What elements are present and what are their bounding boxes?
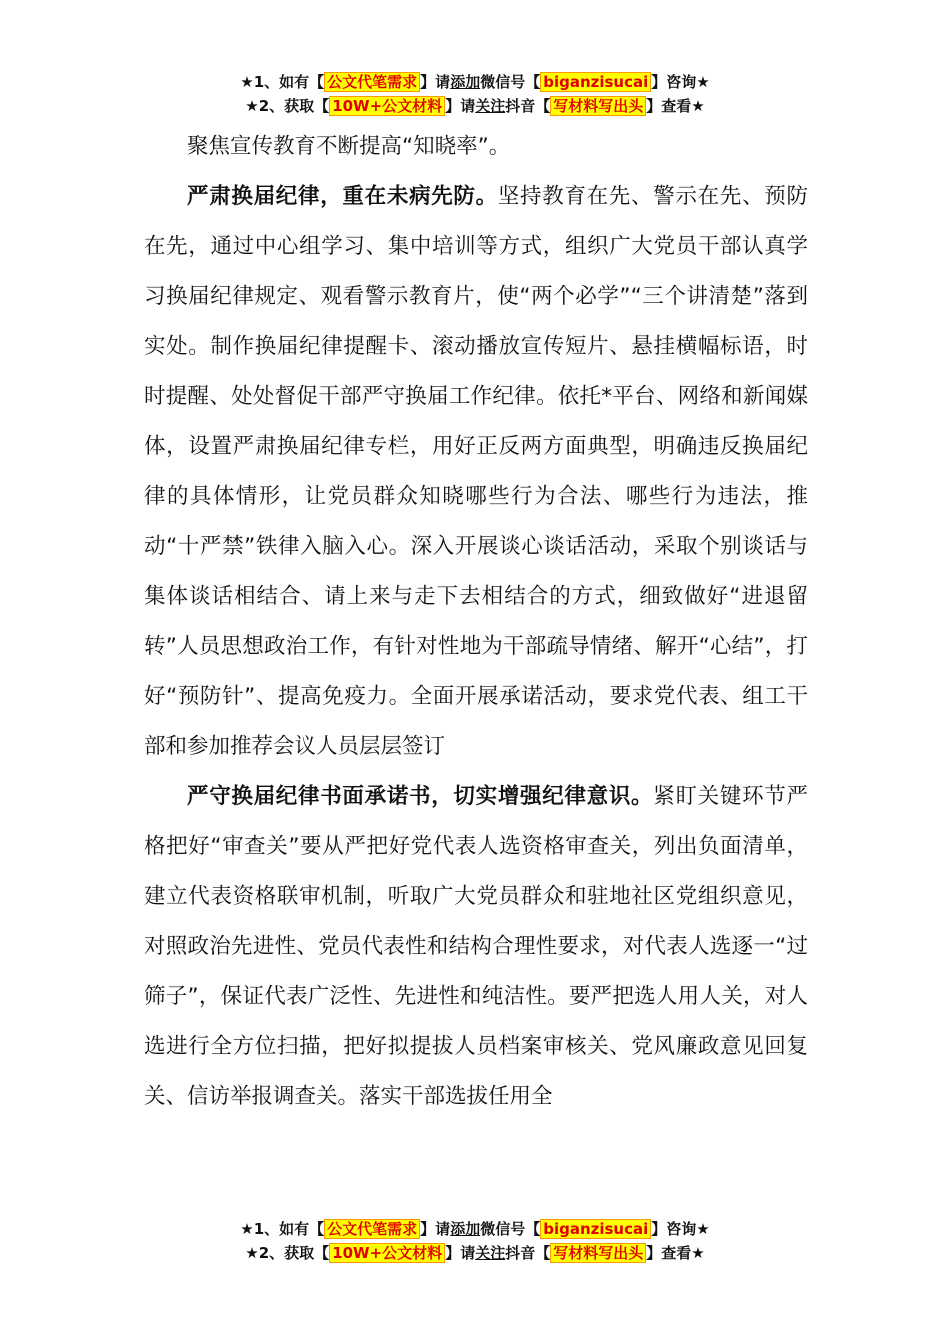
banner-highlight: biganzisucai bbox=[540, 1219, 651, 1239]
header-banner bbox=[0, 70, 950, 118]
banner-text: 微信号【 bbox=[480, 73, 541, 91]
banner-highlight: 公文代笔需求 bbox=[324, 72, 420, 92]
banner-text: 】查看★ bbox=[646, 1244, 705, 1262]
banner-text: 】请 bbox=[445, 1244, 476, 1262]
banner-text: 抖音【 bbox=[505, 1244, 551, 1262]
banner-text: 】咨询★ bbox=[651, 73, 710, 91]
paragraph-text: 坚持教育在先、警示在先、预防在先，通过中心组学习、集中培训等方式，组织广大党员干部认真学习换届纪律规定、观看警示教育片，使“两个必学”“三个讲清楚”落到实处。制作换届纪律提醒卡、滚动播放宣传短片、悬挂横幅标语，时时提醒、处处督促干部严守换届工作纪律。依托*平台、网络和新闻媒体，设置严肃换届纪律专栏，用好正反两方面典型，明确违反换届纪律的具体情形，让党员群众知晓哪些行为合法、哪些行为违法，推动“十严禁”铁律入脑入心。深入开展谈心谈话活动，采取个别谈话与集体谈话相结合、请上来与走下去相结合的方式，细致做好“进退留转”人员思想政治工作，有针对性地为干部疏导情绪、解开“心结”，打好“预防针”、提高免疫力。全面开展承诺活动，要求党代表、组工干部和参加推荐会议人员层层签订 bbox=[144, 184, 808, 759]
banner-highlight: 公文代笔需求 bbox=[324, 1219, 420, 1239]
banner-text: 】请 bbox=[420, 1220, 451, 1238]
banner-line-2 bbox=[0, 1241, 950, 1265]
paragraph-prevention bbox=[144, 172, 808, 772]
banner-highlight: 写材料写出头 bbox=[550, 96, 646, 116]
banner-underlined: 添加 bbox=[450, 1220, 481, 1238]
banner-text: 】请 bbox=[420, 73, 451, 91]
banner-text: 】咨询★ bbox=[651, 1220, 710, 1238]
banner-text: ★2、获取【 bbox=[245, 1244, 330, 1262]
banner-highlight: 10W+公文材料 bbox=[329, 1243, 445, 1263]
banner-line-1 bbox=[0, 70, 950, 94]
banner-text: 】查看★ bbox=[646, 97, 705, 115]
banner-highlight: 写材料写出头 bbox=[550, 1243, 646, 1263]
banner-line-2 bbox=[0, 94, 950, 118]
document-body bbox=[144, 122, 808, 1122]
paragraph-text: 紧盯关键环节严格把好“审查关”要从严把好党代表人选资格审查关，列出负面清单，建立代表资格联审机制，听取广大党员群众和驻地社区党组织意见，对照政治先进性、党员代表性和结构合理性要求，对代表人选逐一“过筛子”，保证代表广泛性、先进性和纯洁性。要严把选人用人关，对人选进行全方位扫描，把好拟提拔人员档案审核关、党风廉政意见回复关、信访举报调查关。落实干部选拔任用全 bbox=[144, 784, 808, 1109]
banner-underlined: 关注 bbox=[475, 1244, 506, 1262]
banner-underlined: 添加 bbox=[450, 73, 481, 91]
banner-highlight: 10W+公文材料 bbox=[329, 96, 445, 116]
banner-text: ★1、如有【 bbox=[240, 73, 325, 91]
paragraph-intro: 聚焦宣传教育不断提高“知晓率”。 bbox=[187, 134, 511, 159]
banner-text: 微信号【 bbox=[480, 1220, 541, 1238]
banner-text: 】请 bbox=[445, 97, 476, 115]
paragraph-heading: 严守换届纪律书面承诺书，切实增强纪律意识。 bbox=[187, 784, 654, 809]
banner-highlight: biganzisucai bbox=[540, 72, 651, 92]
footer-banner bbox=[0, 1217, 950, 1265]
banner-text: ★1、如有【 bbox=[240, 1220, 325, 1238]
banner-text: 抖音【 bbox=[505, 97, 551, 115]
paragraph-heading: 严肃换届纪律，重在未病先防。 bbox=[187, 184, 498, 209]
banner-line-1 bbox=[0, 1217, 950, 1241]
banner-underlined: 关注 bbox=[475, 97, 506, 115]
banner-text: ★2、获取【 bbox=[245, 97, 330, 115]
paragraph-commitment bbox=[144, 772, 808, 1122]
